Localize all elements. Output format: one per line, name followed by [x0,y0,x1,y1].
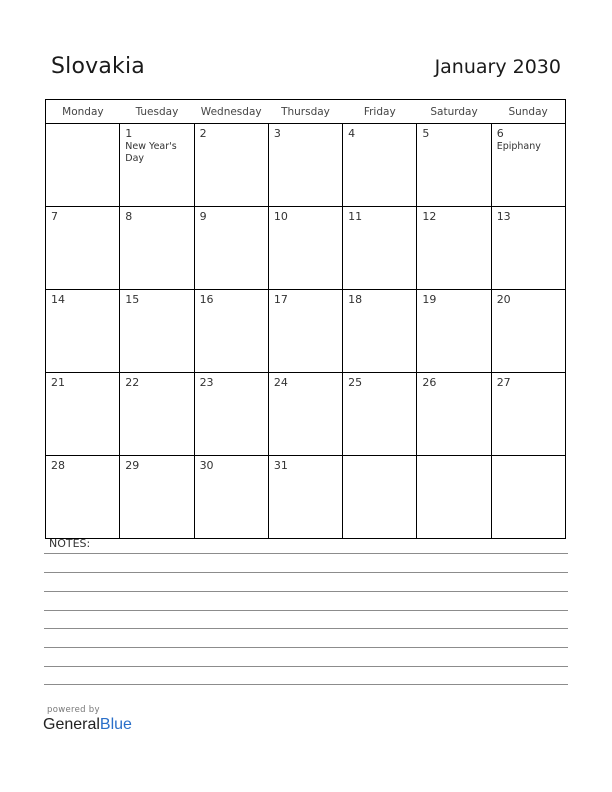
day-cell-19 [417,290,491,373]
week-row [46,207,566,290]
day-number: 26 [422,376,437,389]
day-number: 19 [422,293,437,306]
day-number: 28 [51,459,65,472]
day-cell-3 [268,124,342,207]
weekday-tuesday: Tuesday [120,100,194,124]
empty-day-cell [417,456,491,539]
weekday-header-row [46,100,566,124]
day-number: 20 [496,293,511,306]
weekday-wednesday: Wednesday [194,100,268,124]
day-number: 21 [51,376,65,389]
day-number: 3 [273,127,281,140]
day-cell-1 [120,124,194,207]
day-number: 17 [273,293,288,306]
day-cell-29 [120,456,194,539]
day-number: 1 [125,127,133,140]
notes-line [44,572,568,573]
day-number: 23 [199,376,214,389]
day-cell-24 [268,373,342,456]
day-cell-27 [491,373,565,456]
weekday-thursday: Thursday [268,100,342,124]
day-number: 15 [125,293,140,306]
day-number: 4 [348,127,356,140]
day-cell-18 [343,290,417,373]
day-number: 12 [422,210,437,223]
day-number: 9 [199,210,207,223]
notes-line [44,684,568,685]
empty-day-cell [46,124,120,207]
day-number: 5 [422,127,430,140]
generalblue-logo[interactable] [43,716,132,734]
brand-general: General [43,716,100,733]
notes-line [44,647,568,648]
day-number: 11 [348,210,363,223]
day-cell-17 [268,290,342,373]
day-number: 16 [199,293,214,306]
day-number: 10 [273,210,288,223]
week-row [46,290,566,373]
day-number: 14 [51,293,65,306]
day-cell-5 [417,124,491,207]
empty-day-cell [491,456,565,539]
day-cell-8 [120,207,194,290]
notes-line [44,591,568,592]
powered-by-text: powered by [47,705,100,715]
month-year-title: January 2030 [434,56,561,78]
day-cell-15 [120,290,194,373]
day-cell-23 [194,373,268,456]
day-cell-2 [194,124,268,207]
day-cell-7 [46,207,120,290]
empty-day-cell [343,456,417,539]
day-cell-6 [491,124,565,207]
day-number: 30 [199,459,214,472]
day-cell-20 [491,290,565,373]
day-number: 6 [496,127,504,140]
weekday-monday: Monday [46,100,120,124]
day-number: 24 [273,376,288,389]
day-number: 7 [51,210,58,223]
notes-line [44,666,568,667]
calendar-body [46,124,566,539]
day-number: 18 [348,293,363,306]
notes-line [44,610,568,611]
day-number: 29 [125,459,140,472]
holiday-label: New Year's Day [125,141,177,164]
day-cell-14 [46,290,120,373]
notes-line [44,553,568,554]
day-cell-4 [343,124,417,207]
day-number: 31 [273,459,288,472]
day-cell-28 [46,456,120,539]
calendar-grid [45,99,566,539]
weekday-sunday: Sunday [491,100,565,124]
day-cell-13 [491,207,565,290]
notes-label: NOTES: [49,537,91,550]
day-cell-26 [417,373,491,456]
day-number: 25 [348,376,363,389]
notes-line [44,628,568,629]
day-number: 27 [496,376,511,389]
weekday-friday: Friday [343,100,417,124]
day-cell-30 [194,456,268,539]
holiday-label: Epiphany [496,141,541,152]
day-cell-9 [194,207,268,290]
day-cell-10 [268,207,342,290]
day-cell-25 [343,373,417,456]
day-number: 8 [125,210,133,223]
day-cell-31 [268,456,342,539]
week-row [46,456,566,539]
brand-blue: Blue [99,716,132,733]
day-cell-16 [194,290,268,373]
week-row [46,373,566,456]
day-cell-22 [120,373,194,456]
day-number: 13 [496,210,511,223]
day-cell-11 [343,207,417,290]
country-title: Slovakia [51,54,145,79]
week-row [46,124,566,207]
weekday-saturday: Saturday [417,100,491,124]
day-number: 2 [199,127,207,140]
day-cell-12 [417,207,491,290]
day-cell-21 [46,373,120,456]
day-number: 22 [125,376,140,389]
